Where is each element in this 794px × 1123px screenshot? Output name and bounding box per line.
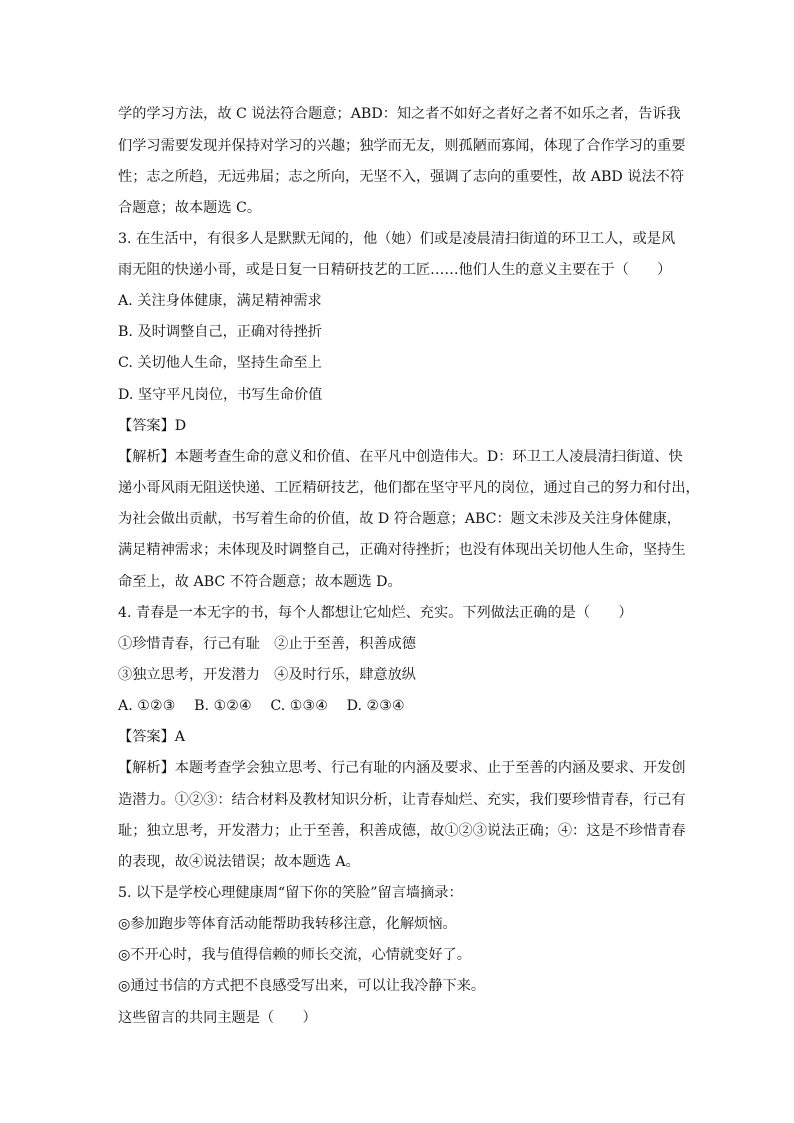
question-5-item: ◎通过书信的方式把不良感受写出来，可以让我冷静下来。 xyxy=(118,978,486,994)
question-5-item: ◎参加跑步等体育活动能帮助我转移注意，化解烦恼。 xyxy=(118,916,457,932)
analysis-4: 耻；独立思考，开发潜力；止于至善，积善成德，故①②③说法正确；④：这是不珍惜青春 xyxy=(118,823,686,839)
question-5-question: 这些留言的共同主题是（ ） xyxy=(118,1010,317,1026)
text-line: 合题意；故本题选 C。 xyxy=(118,200,262,216)
analysis-3: 命至上，故 ABC 不符合题意；故本题选 D。 xyxy=(118,574,402,590)
question-5-stem: 5. 以下是学校心理健康周“留下你的笑脸”留言墙摘录： xyxy=(118,885,463,901)
text-line: 学的学习方法，故 C 说法符合题意；ABD：知之者不如好之者好之者不如乐之者，告诉我 xyxy=(118,106,681,122)
question-5-item: ◎不开心时，我与值得信赖的师长交流，心情就变好了。 xyxy=(118,947,471,963)
question-4-item: ③独立思考，开发潜力 ④及时行乐，肆意放纵 xyxy=(118,667,416,683)
question-4-stem: 4. 青春是一本无字的书，每个人都想让它灿烂、充实。下列做法正确的是（ ） xyxy=(118,605,633,621)
answer-4: 【答案】A xyxy=(118,729,185,745)
text-line: 性；志之所趋，无远弗届；志之所向，无坚不入，强调了志向的重要性，故 ABD 说法不符 xyxy=(118,169,685,185)
analysis-4: 的表现，故④说法错误；故本题选 A。 xyxy=(118,854,360,870)
analysis-3: 满足精神需求；未体现及时调整自己，正确对待挫折；也没有体现出关切他人生命，坚持生 xyxy=(118,542,686,558)
question-4-item: ①珍惜青春，行己有耻 ②止于至善，积善成德 xyxy=(118,636,416,652)
question-3-stem: 3. 在生活中，有很多人是默默无闻的，他（她）们或是凌晨清扫街道的环卫工人，或是风 xyxy=(118,231,676,247)
option-c: C. 关切他人生命，坚持生命至上 xyxy=(118,355,322,371)
analysis-4: 造潜力。①②③：结合材料及教材知识分析，让青春灿烂、充实，我们要珍惜青春，行己有 xyxy=(118,792,686,808)
analysis-3: 为社会做出贡献，书写着生命的价值，故 D 符合题意；ABC：题文未涉及关注身体健康， xyxy=(118,511,681,527)
analysis-3: 递小哥风雨无阻送快递、工匠精研技艺，他们都在坚守平凡的岗位，通过自己的努力和付出， xyxy=(118,480,700,496)
answer-3: 【答案】D xyxy=(118,418,187,434)
option-b: B. 及时调整自己，正确对待挫折 xyxy=(118,324,322,340)
question-4-options: A. ①②③ B. ①②④ C. ①③④ D. ②③④ xyxy=(118,698,405,714)
option-d: D. 坚守平凡岗位，书写生命价值 xyxy=(118,387,323,403)
question-3-stem: 雨无阻的快递小哥，或是日复一日精研技艺的工匠……他们人生的意义主要在于（ ） xyxy=(118,262,672,278)
analysis-4: 【解析】本题考查学会独立思考、行己有耻的内涵及要求、止于至善的内涵及要求、开发创 xyxy=(118,760,686,776)
analysis-3: 【解析】本题考查生命的意义和价值、在平凡中创造伟大。D：环卫工人凌晨清扫街道、快 xyxy=(118,449,683,465)
text-line: 们学习需要发现并保持对学习的兴趣；独学而无友，则孤陋而寡闻，体现了合作学习的重要 xyxy=(118,138,686,154)
option-a: A. 关注身体健康，满足精神需求 xyxy=(118,293,322,309)
